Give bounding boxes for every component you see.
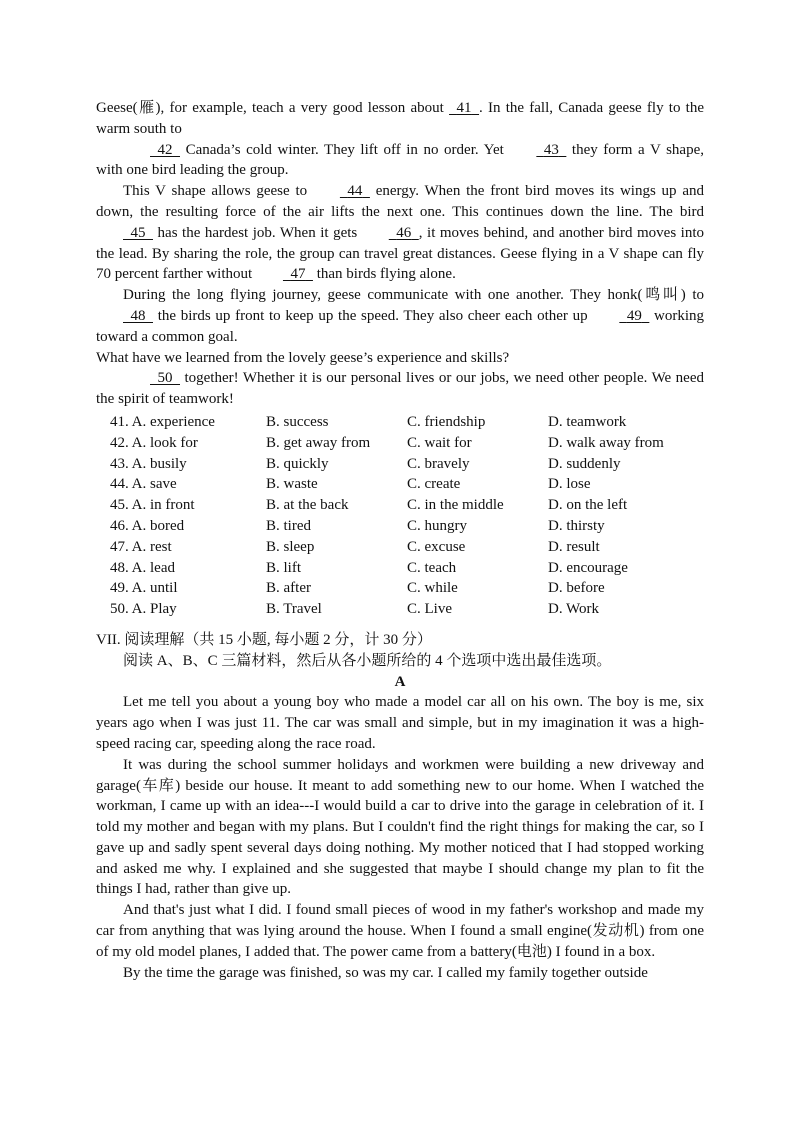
- cloze-paragraph-3: [96, 181, 704, 285]
- passage-label: A: [394, 673, 406, 690]
- option-c: C. friendship: [407, 413, 486, 430]
- option-b: B. lift: [266, 559, 302, 576]
- blank-45: 45: [130, 224, 146, 241]
- option-c: C. hungry: [407, 517, 467, 534]
- option-a: 50. A. Play: [110, 601, 177, 618]
- text-run: than birds flying alone.: [316, 266, 456, 283]
- options-row-44: [110, 474, 704, 495]
- options-row-49: [110, 578, 704, 599]
- option-a: 44. A. save: [110, 476, 177, 493]
- option-d: D. on the left: [548, 497, 628, 514]
- option-c: C. while: [407, 580, 458, 597]
- option-b: B. waste: [266, 476, 318, 493]
- option-a: 46. A. bored: [110, 517, 185, 534]
- options-row-42: [110, 433, 704, 454]
- text-run: working toward a common goal.: [96, 307, 705, 345]
- option-b: B. tired: [266, 517, 311, 534]
- text-run: , it moves behind, and another bird moves into the lead. By sharing the role, the group can travel great distances. Geese flying in a V shape can fly 70 percent farther without: [96, 224, 705, 283]
- option-d: D. result: [548, 538, 600, 555]
- blank-42: 42: [157, 141, 173, 158]
- option-b: B. success: [266, 413, 329, 430]
- text-run: . In the fall, Canada geese fly to the warm south to: [96, 100, 704, 137]
- option-a: 49. A. until: [110, 580, 178, 597]
- option-a: 48. A. lead: [110, 559, 175, 576]
- blank-41: 41: [456, 100, 472, 116]
- blank-47: 47: [290, 266, 306, 283]
- option-b: B. Travel: [266, 601, 322, 618]
- text-run: they form a V shape, with one bird leading the group.: [96, 141, 704, 179]
- options-row-46: [110, 516, 704, 537]
- cloze-question-line: What have we learned from the lovely geese’s experience and skills?: [96, 349, 510, 366]
- cloze-paragraph-4: [96, 285, 704, 347]
- option-c: C. create: [407, 476, 461, 493]
- passage-paragraph-3: And that's just what I did. I found small pieces of wood in my father's workshop and made my car from anything that was lying around the house. When I found a small engine(发动机) from one of my old model planes, I added that. The power came from a battery(电池) I found in a box.: [96, 902, 704, 960]
- cloze-paragraph-1: [96, 98, 704, 140]
- blank-49: 49: [626, 307, 642, 324]
- text-run: has the hardest job. When it gets: [157, 224, 358, 241]
- passage-paragraph-1: Let me tell you about a young boy who made a model car all on his own. The boy is me, six years ago when I was just 11. The car was small and simple, but in my imagination it was a high-speed racing car, speeding along the race road.: [96, 694, 704, 752]
- option-b: B. get away from: [266, 434, 371, 451]
- option-c: C. wait for: [407, 434, 472, 451]
- option-d: D. thirsty: [548, 517, 605, 534]
- section-instruction: 阅读 A、B、C 三篇材料，然后从各小题所给的 4 个选项中选出最佳选项。: [123, 652, 612, 669]
- option-d: D. suddenly: [548, 455, 621, 472]
- options-row-50: [110, 599, 704, 620]
- options-table: [110, 412, 704, 620]
- option-d: D. Work: [548, 601, 600, 618]
- cloze-paragraph-2: [96, 140, 704, 182]
- passage-paragraph-2: It was during the school summer holidays and workmen were building a new driveway and garage(车库) beside our house. It meant to add something new to our home. When I watched the workman, I came up with an idea---I would build a car to drive into the garage in celebration of it. I told my mother and began with my plans. But I couldn't find the right things for making the car, so I gave up and sadly spent several days doing nothing. My mother noticed that I had stopped working and asked me why. I explained and she suggested that maybe I should change my plan to fit the things I had, rather than give up.: [96, 756, 704, 898]
- text-run: Geese(雁), for example, teach a very good lesson about: [96, 100, 444, 116]
- text-column: [96, 98, 704, 983]
- text-run: together! Whether it is our personal lives or our jobs, we need other people. We need the spirit of teamwork!: [96, 370, 704, 408]
- option-c: C. in the middle: [407, 497, 504, 514]
- option-a: 42. A. look for: [110, 434, 198, 451]
- options-row-48: [110, 558, 704, 579]
- option-c: C. teach: [407, 559, 457, 576]
- option-c: C. excuse: [407, 538, 466, 555]
- blank-43: 43: [543, 141, 559, 158]
- text-run: Canada’s cold winter. They lift off in no order. Yet: [185, 141, 504, 158]
- option-d: D. lose: [548, 476, 591, 493]
- option-a: 41. A. experience: [110, 413, 215, 430]
- option-a: 47. A. rest: [110, 538, 172, 555]
- option-d: D. walk away from: [548, 434, 664, 451]
- option-c: C. bravely: [407, 455, 470, 472]
- option-b: B. quickly: [266, 455, 329, 472]
- option-b: B. after: [266, 580, 311, 597]
- blank-44: 44: [347, 183, 363, 200]
- option-a: 45. A. in front: [110, 497, 195, 514]
- section-title: VII. 阅读理解（共 15 小题, 每小题 2 分，计 30 分）: [96, 631, 432, 648]
- text-run: During the long flying journey, geese communicate with one another. They honk(鸣叫) to: [123, 287, 704, 304]
- options-row-47: [110, 537, 704, 558]
- option-d: D. encourage: [548, 559, 628, 576]
- text-run: This V shape allows geese to: [123, 183, 308, 200]
- option-b: B. sleep: [266, 538, 315, 555]
- options-row-45: [110, 495, 704, 516]
- cloze-paragraph-6: [96, 368, 704, 410]
- spacer: [96, 620, 704, 630]
- text-run: the birds up front to keep up the speed. They also cheer each other up: [157, 307, 588, 324]
- passage-paragraph-4: By the time the garage was finished, so was my car. I called my family together outside: [123, 964, 648, 981]
- option-d: D. before: [548, 580, 605, 597]
- text-run: energy. When the front bird moves its wings up and down, the resulting force of the air lifts the next one. This continues down the line. The bird: [96, 183, 704, 220]
- blank-50: 50: [157, 370, 173, 387]
- option-c: C. Live: [407, 601, 452, 618]
- option-b: B. at the back: [266, 497, 349, 514]
- blank-46: 46: [396, 224, 412, 241]
- option-a: 43. A. busily: [110, 455, 187, 472]
- options-row-43: [110, 454, 704, 475]
- blank-48: 48: [130, 307, 146, 324]
- option-d: D. teamwork: [548, 413, 627, 430]
- options-row-41: [110, 412, 704, 433]
